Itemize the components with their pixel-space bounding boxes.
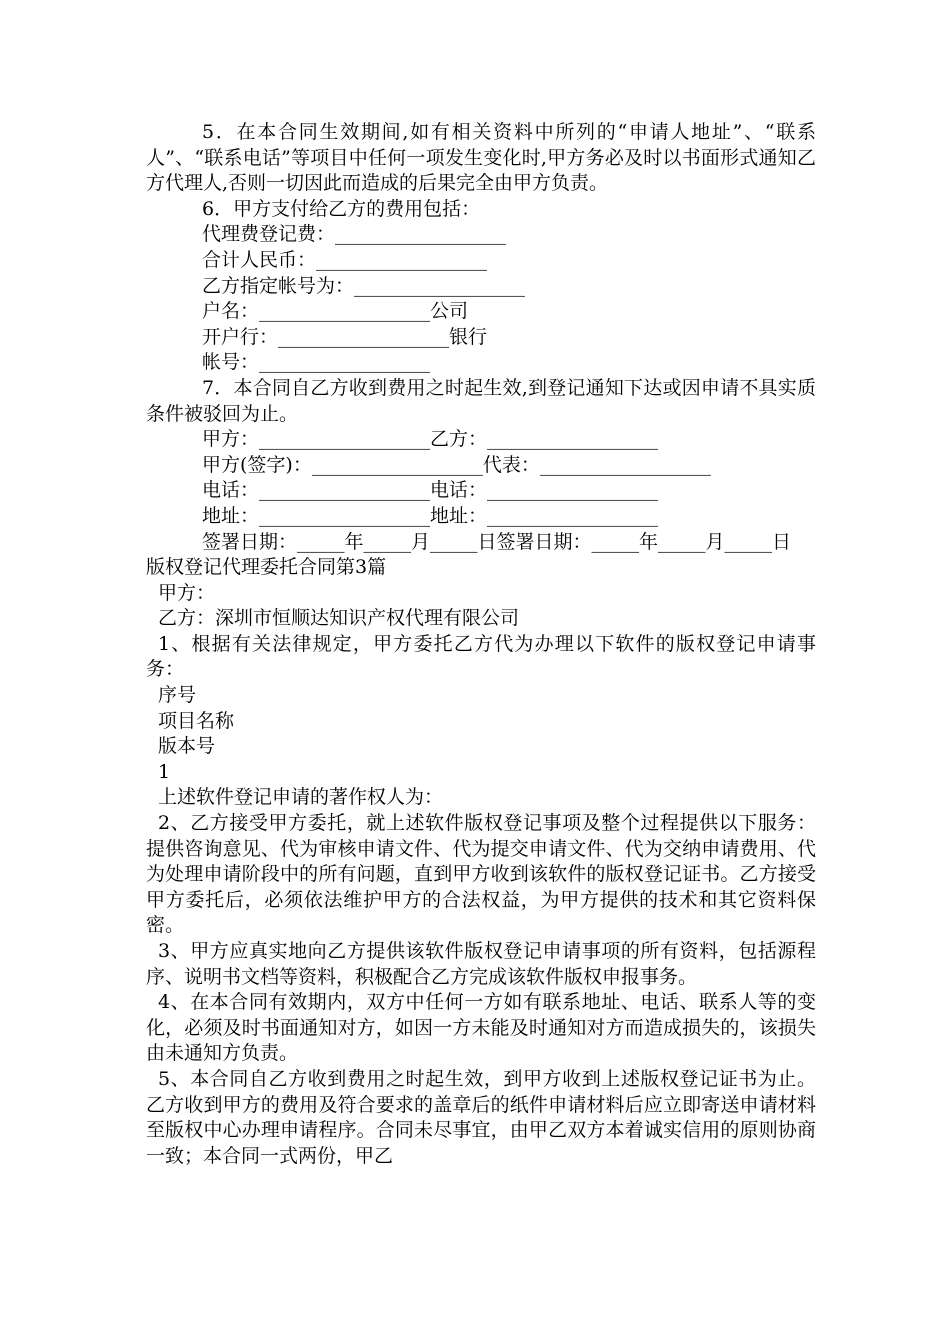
clause-3-paragraph: 3、甲方应真实地向乙方提供该软件版权登记申请事项的所有资料，包括源程序、说明书文档等资料，积极配合乙方完成该软件版权申报事务。 <box>146 940 816 988</box>
clause-6-heading: 6．甲方支付给乙方的费用包括： <box>202 197 481 220</box>
fee-line: 帐号：__________________ <box>202 351 431 374</box>
signature-line: 甲方：__________________乙方：__________________ <box>202 428 659 451</box>
fee-line: 开户行：__________________银行 <box>202 325 488 348</box>
signature-line: 电话：__________________电话：__________________ <box>202 479 659 502</box>
clause-4-paragraph: 4、在本合同有效期内，双方中任何一方如有联系地址、电话、联系人等的变化，必须及时书面通知对方，如因一方未能及时通知对方而造成损失的，该损失由未通知方负责。 <box>146 991 816 1065</box>
signature-line: 地址：__________________地址：__________________ <box>202 504 659 527</box>
table-header-serial: 序号 <box>158 684 197 707</box>
table-header-project-name: 项目名称 <box>158 709 235 732</box>
signing-date-line: 签署日期：_____年_____月_____日签署日期：_____年_____月_____日 <box>202 530 792 553</box>
clause-5b-paragraph: 5、本合同自乙方收到费用之时起生效，到甲方收到上述版权登记证书为止。乙方收到甲方的费用及符合要求的盖章后的纸件申请材料后应立即寄送申请材料至版权中心办理申请程序。合同未尽事宜，由甲乙双方本着诚实信用的原则协商一致；本合同一式两份，甲乙 <box>146 1067 816 1167</box>
clause-5-paragraph: 5．在本合同生效期间,如有相关资料中所列的“申请人地址”、“联系人”、“联系电话”等项目中任何一项发生变化时,甲方务必及时以书面形式通知乙方代理人,否则一切因此而造成的后果完全由甲方负责。 <box>146 121 816 195</box>
signature-line: 甲方(签字)：__________________代表：__________________ <box>202 453 711 476</box>
clause-7-paragraph: 7．本合同自乙方收到费用之时起生效,到登记通知下达或因申请不具实质条件被驳回为止。 <box>146 376 816 425</box>
document-body <box>146 120 816 1169</box>
fee-line: 户名：__________________公司 <box>202 300 469 323</box>
fee-line: 合计人民币：__________________ <box>202 248 488 271</box>
author-line: 上述软件登记申请的著作权人为： <box>158 786 444 809</box>
party-a-line: 甲方： <box>158 581 216 604</box>
clause-2-paragraph: 2、乙方接受甲方委托，就上述软件版权登记事项及整个过程提供以下服务：提供咨询意见、代为审核申请文件、代为提交申请文件、代为交纳申请费用、代为处理申请阶段中的所有问题，直到甲方收到该软件的版权登记证书。乙方接受甲方委托后，必须依法维护甲方的合法权益，为甲方提供的技术和其它资料保密。 <box>146 812 816 937</box>
clause-1-paragraph: 1、根据有关法律规定，甲方委托乙方代为办理以下软件的版权登记申请事务： <box>146 632 816 681</box>
section-title: 版权登记代理委托合同第3篇 <box>146 556 387 579</box>
fee-line: 乙方指定帐号为：__________________ <box>202 274 526 297</box>
fee-line: 代理费登记费：__________________ <box>202 223 507 246</box>
party-b-line: 乙方：深圳市恒顺达知识产权代理有限公司 <box>158 607 520 630</box>
table-header-version: 版本号 <box>158 735 216 758</box>
table-row-serial: 1 <box>158 760 171 783</box>
